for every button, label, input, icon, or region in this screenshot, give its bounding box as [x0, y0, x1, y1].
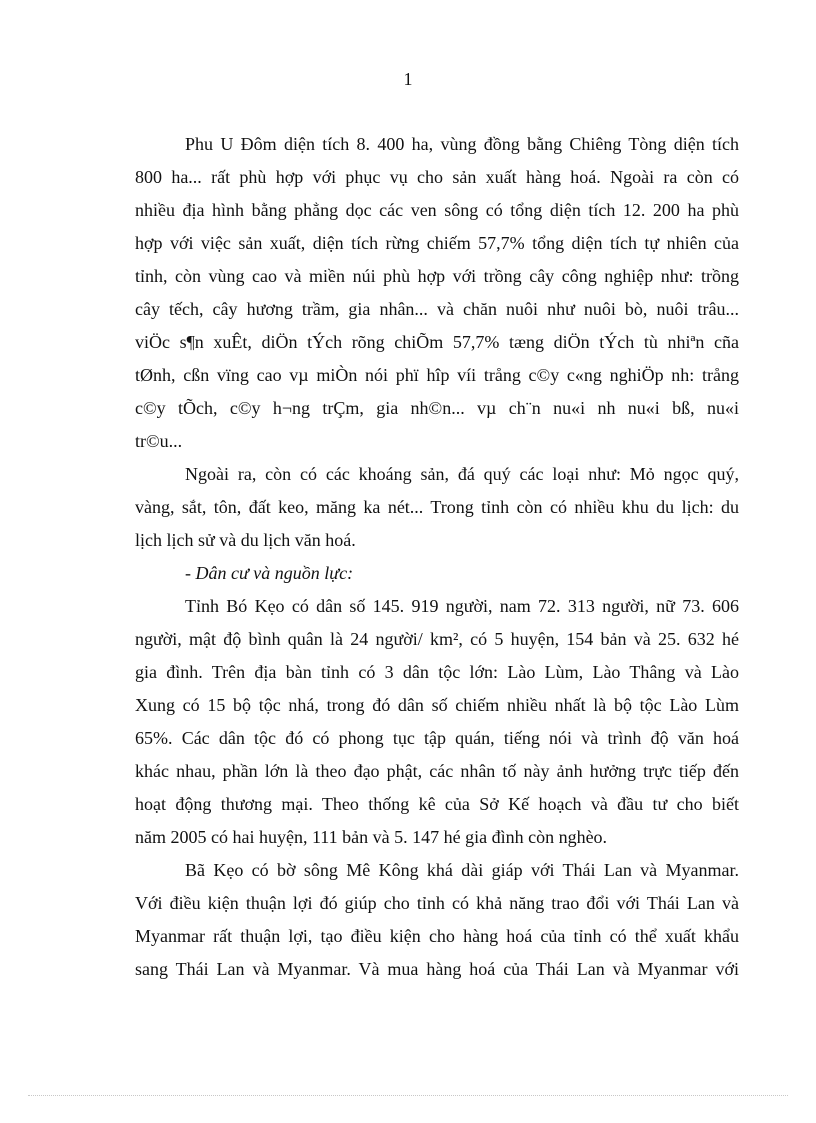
paragraph-2-line-2: vàng, sắt, tôn, đất keo, măng ka nét... Trong tỉnh còn có nhiều khu du lịch: du: [135, 497, 739, 517]
page-number: 1: [403, 69, 413, 89]
paragraph-1-line-1: Phu U Đôm diện tích 8. 400 ha, vùng đồng bằng Chiêng Tòng diện tích: [185, 134, 739, 154]
paragraph-4-line-3: Myanmar rất thuận lợi, tạo điều kiện cho hàng hoá của tỉnh có thể xuất khẩu: [135, 926, 739, 946]
paragraph-3-line-1: Tỉnh Bó Kẹo có dân số 145. 919 người, nam 72. 313 người, nữ 73. 606: [185, 596, 739, 616]
paragraph-3-line-3: gia đình. Trên địa bàn tỉnh có 3 dân tộc lớn: Lào Lùm, Lào Thâng và Lào: [135, 662, 739, 682]
paragraph-2-line-1: Ngoài ra, còn có các khoáng sản, đá quý các loại như: Mỏ ngọc quý,: [185, 464, 739, 484]
paragraph-3-line-4: Xung có 15 bộ tộc nhá, trong đó dân số chiếm nhiều nhất là bộ tộc Lào Lùm: [135, 695, 739, 715]
paragraph-2-line-3: lịch lịch sử và du lịch văn hoá.: [135, 530, 356, 550]
paragraph-1-line-3: nhiều địa hình bằng phẳng dọc các ven sông có tổng diện tích 12. 200 ha phù: [135, 200, 739, 220]
paragraph-3-line-5: 65%. Các dân tộc đó có phong tục tập quán, tiếng nói và trình độ văn hoá: [135, 728, 739, 748]
paragraph-1-line-8: tØnh, cßn vïng cao vµ miÒn nói phï hîp víi trång c©y c«ng nghiÖp nh: trång: [135, 365, 739, 385]
paragraph-3-line-6: khác nhau, phần lớn là theo đạo phật, các nhân tố này ảnh hưởng trực tiếp đến: [135, 761, 739, 781]
paragraph-4-line-2: Với điều kiện thuận lợi đó giúp cho tỉnh có khả năng trao đổi với Thái Lan và: [135, 893, 739, 913]
paragraph-1-line-5: tỉnh, còn vùng cao và miền núi phù hợp với trồng cây công nghiệp như: trồng: [135, 266, 739, 286]
page-bottom-divider: [28, 1095, 788, 1096]
paragraph-3-line-7: hoạt động thương mại. Theo thống kê của Sở Kế hoạch và đầu tư cho biết: [135, 794, 739, 814]
paragraph-1-line-10: tr©u...: [135, 431, 183, 451]
paragraph-1-line-9: c©y tÕch, c©y h¬ng trÇm, gia nh©n... vµ ch¨n nu«i nh nu«i bß, nu«i: [135, 398, 739, 418]
paragraph-1-line-2: 800 ha... rất phù hợp với phục vụ cho sản xuất hàng hoá. Ngoài ra còn có: [135, 167, 739, 187]
paragraph-1-line-7: viÖc s¶n xuÊt, diÖn tÝch rõng chiÕm 57,7% tæng diÖn tÝch tù nhiªn cña: [135, 332, 739, 352]
paragraph-3-line-8: năm 2005 có hai huyện, 111 bản và 5. 147 hé gia đình còn nghèo.: [135, 827, 608, 847]
paragraph-4-line-1: Bã Kẹo có bờ sông Mê Kông khá dài giáp với Thái Lan và Myanmar.: [185, 860, 739, 880]
paragraph-3-line-2: người, mật độ bình quân là 24 người/ km², có 5 huyện, 154 bản và 25. 632 hé: [135, 629, 739, 649]
paragraph-4-line-4: sang Thái Lan và Myanmar. Và mua hàng hoá của Thái Lan và Myanmar với: [135, 959, 739, 979]
paragraph-1-line-6: cây tếch, cây hương trầm, gia nhân... và chăn nuôi như nuôi bò, nuôi trâu...: [135, 299, 739, 319]
paragraph-1-line-4: hợp với việc sản xuất, diện tích rừng chiếm 57,7% tổng diện tích tự nhiên của: [135, 233, 739, 253]
section-heading-population: - Dân cư và nguồn lực:: [185, 563, 354, 583]
